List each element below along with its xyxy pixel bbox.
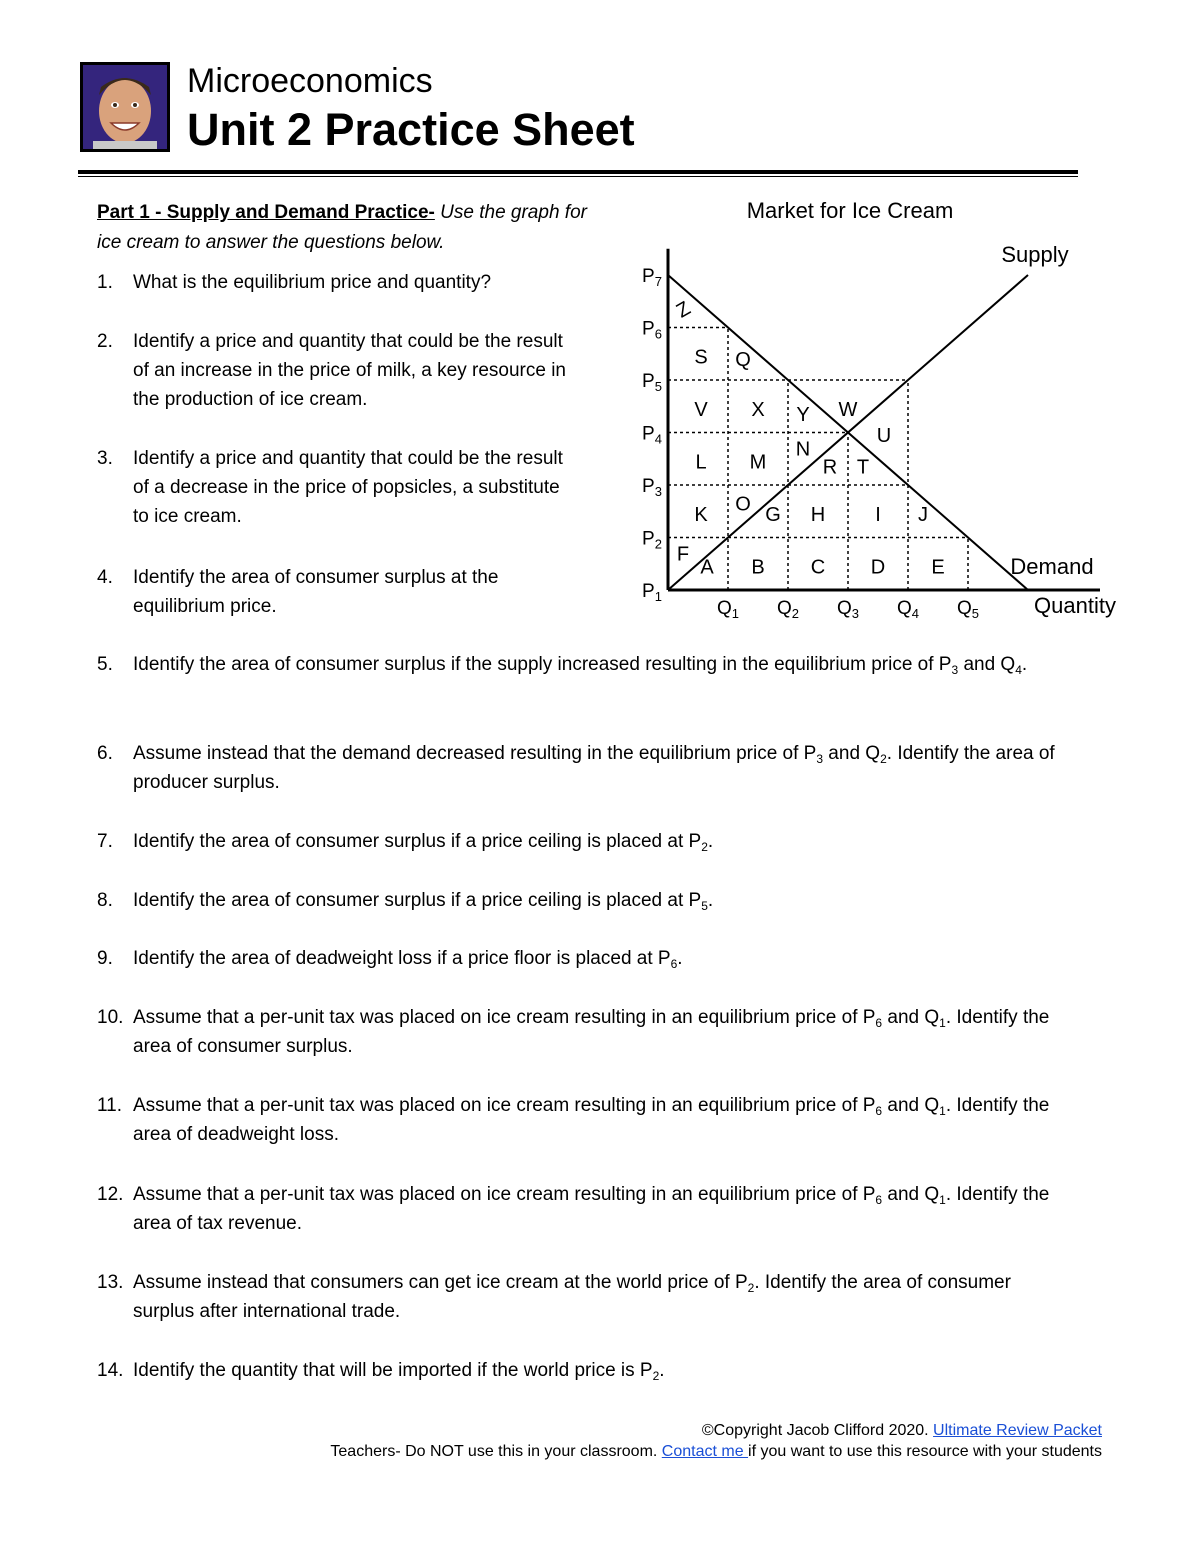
- question-number: 4.: [97, 567, 113, 588]
- region-label-n: N: [795, 438, 811, 461]
- question-text-part: and Q: [823, 743, 881, 764]
- teacher-notice: Teachers- Do NOT use this in your classroom.: [330, 1443, 662, 1460]
- question-number: 14.: [97, 1360, 124, 1381]
- question-text-part: . Identify the area of consumer surplus after international trade.: [133, 1272, 1011, 1322]
- header-divider-thin: [78, 176, 1078, 177]
- x-tick-label: $Q_2$: [776, 598, 800, 621]
- region-label-x: X: [751, 398, 765, 421]
- subscript: 1: [939, 1193, 946, 1207]
- question-6: [97, 739, 1077, 797]
- question-text: [133, 1003, 1077, 1061]
- question-3: [97, 444, 577, 531]
- ultimate-review-packet-link[interactable]: Ultimate Review Packet: [933, 1422, 1102, 1439]
- question-1: [97, 268, 577, 297]
- y-tick-label: $P_5$: [642, 371, 662, 394]
- region-label-z: Z: [672, 297, 695, 323]
- region-label-w: W: [838, 398, 858, 421]
- y-tick-label: $P_7$: [642, 266, 662, 289]
- question-text-part: . Identify the area of consumer surplus.: [133, 1007, 1050, 1057]
- y-tick-label: $P_4$: [642, 423, 662, 447]
- question-text-part: .: [677, 948, 683, 969]
- header-divider: [78, 170, 1078, 174]
- question-number: 10.: [97, 1007, 124, 1028]
- y-tick-label: $P_3$: [642, 476, 662, 499]
- question-text-part: and Q: [882, 1184, 940, 1205]
- question-number: 12.: [97, 1184, 124, 1205]
- question-text-part: Identify the area of consumer surplus if the supply increased resulting in the equilibrium price of P: [133, 654, 952, 675]
- question-text: [133, 1180, 1077, 1238]
- question-text-part: Identify the area of deadweight loss if a price floor is placed at P: [133, 948, 671, 969]
- subscript: 6: [875, 1193, 883, 1207]
- question-text-part: Identify the area of consumer surplus at the equilibrium price.: [133, 567, 499, 617]
- question-text: [133, 327, 577, 414]
- footer: [330, 1420, 1102, 1462]
- region-label-o: O: [735, 493, 751, 516]
- question-number: 6.: [97, 743, 113, 764]
- x-axis-label: Quantity: [1034, 593, 1116, 618]
- question-text-part: .: [707, 831, 714, 852]
- question-text-part: . Identify the area of producer surplus.: [133, 743, 1055, 793]
- part1-heading: Part 1 - Supply and Demand Practice-: [97, 202, 435, 223]
- question-text-part: Assume instead that consumers can get ice cream at the world price of P: [133, 1272, 748, 1293]
- chart-title: Market for Ice Cream: [746, 198, 954, 223]
- region-label-k: K: [694, 503, 708, 526]
- question-text-part: Assume that a per-unit tax was placed on ice cream resulting in an equilibrium price of P: [133, 1095, 876, 1116]
- question-text: [133, 1356, 1077, 1385]
- region-label-u: U: [876, 425, 892, 448]
- subscript: 1: [939, 1016, 946, 1030]
- region-label-r: R: [822, 456, 838, 479]
- question-number: 13.: [97, 1272, 124, 1293]
- footer-line-1: [330, 1420, 1102, 1441]
- subscript: 6: [670, 957, 678, 971]
- question-7: [97, 827, 1077, 856]
- question-text: [133, 886, 1077, 915]
- region-label-c: C: [810, 556, 826, 579]
- region-label-d: D: [870, 556, 886, 579]
- question-text-part: Identify the area of consumer surplus if a price ceiling is placed at P: [133, 831, 702, 852]
- question-number: 5.: [97, 654, 113, 675]
- region-label-v: V: [694, 398, 708, 421]
- question-12: [97, 1180, 1077, 1238]
- question-text-part: Identify a price and quantity that could be the result of an increase in the price of milk, a key resource in the production of ice cream.: [133, 331, 566, 410]
- region-label-b: B: [751, 556, 765, 579]
- question-number: 11.: [97, 1095, 123, 1116]
- question-number: 7.: [97, 831, 113, 852]
- subscript: 2: [652, 1369, 660, 1383]
- subscript: 2: [747, 1281, 755, 1295]
- question-text-part: Identify the area of consumer surplus if a price ceiling is placed at P: [133, 890, 702, 911]
- footer-line-2: [330, 1441, 1102, 1462]
- region-label-l: L: [695, 451, 707, 474]
- author-avatar: [80, 62, 170, 152]
- question-text-part: Assume instead that the demand decreased resulting in the equilibrium price of P: [133, 743, 817, 764]
- ice-cream-market-chart: [630, 190, 1130, 630]
- question-text: [133, 1091, 1077, 1149]
- contact-me-link[interactable]: Contact me: [661, 1443, 749, 1460]
- y-tick-label: $P_2$: [642, 528, 662, 552]
- question-14: [97, 1356, 1077, 1385]
- question-number: 2.: [97, 331, 113, 352]
- question-text: [133, 650, 1077, 679]
- copyright-text: ©Copyright Jacob Clifford 2020.: [701, 1422, 934, 1439]
- question-text: [133, 1268, 1077, 1326]
- question-text-part: .: [707, 890, 714, 911]
- region-label-f: F: [676, 543, 690, 566]
- subscript: 4: [1015, 663, 1022, 677]
- question-number: 8.: [97, 890, 113, 911]
- subscript: 1: [939, 1104, 946, 1118]
- teacher-notice-end: if you want to use this resource with your students: [748, 1443, 1102, 1460]
- region-label-e: E: [931, 556, 945, 579]
- question-text-part: . Identify the area of deadweight loss.: [133, 1095, 1050, 1145]
- region-label-q: Q: [735, 349, 751, 371]
- question-text: [133, 739, 1077, 797]
- region-label-s: S: [694, 346, 708, 369]
- question-8: [97, 886, 1077, 915]
- question-11: [97, 1091, 1077, 1149]
- avatar-portrait-icon: [83, 65, 167, 149]
- question-text-part: .: [1021, 654, 1028, 675]
- question-number: 3.: [97, 448, 113, 469]
- region-label-i: I: [875, 503, 881, 526]
- subscript: 2: [880, 752, 887, 766]
- question-text-part: and Q: [882, 1095, 940, 1116]
- question-text-part: and Q: [882, 1007, 940, 1028]
- question-text: [133, 563, 577, 621]
- region-label-t: T: [856, 456, 870, 479]
- question-2: [97, 327, 577, 414]
- region-label-g: G: [765, 503, 781, 526]
- question-4: [97, 563, 577, 621]
- question-10: [97, 1003, 1077, 1061]
- question-text-part: Identify a price and quantity that could be the result of a decrease in the price of popsicles, a substitute to ice cream.: [133, 448, 563, 527]
- question-9: [97, 944, 1077, 973]
- x-tick-label: $Q_4$: [896, 598, 920, 621]
- question-5: [97, 650, 1077, 679]
- question-text-part: . Identify the area of tax revenue.: [133, 1184, 1050, 1234]
- question-text-part: .: [659, 1360, 665, 1381]
- subscript: 2: [701, 840, 708, 854]
- question-text-part: What is the equilibrium price and quantity?: [133, 272, 492, 293]
- question-text-part: Assume that a per-unit tax was placed on ice cream resulting in an equilibrium price of P: [133, 1184, 876, 1205]
- x-tick-label: $Q_3$: [836, 598, 860, 621]
- region-label-y: Y: [796, 404, 810, 427]
- x-tick-label: $Q_5$: [956, 598, 980, 621]
- question-text: [133, 268, 577, 297]
- y-tick-label: $P_6$: [642, 318, 662, 342]
- region-label-h: H: [810, 503, 826, 526]
- part1-instruction: Use the graph for ice cream to answer the questions below.: [97, 202, 587, 253]
- question-text: [133, 827, 1077, 856]
- subscript: 5: [701, 899, 708, 913]
- question-text: [133, 944, 1077, 973]
- region-label-a: A: [700, 556, 714, 579]
- supply-label: Supply: [1001, 242, 1069, 267]
- question-text-part: and Q: [958, 654, 1016, 675]
- subscript: 6: [875, 1016, 883, 1030]
- question-number: 9.: [97, 948, 113, 969]
- subscript: 6: [875, 1104, 883, 1118]
- region-label-j: J: [918, 503, 928, 526]
- y-tick-label: $P_1$: [642, 581, 662, 604]
- question-13: [97, 1268, 1077, 1326]
- demand-label: Demand: [1010, 554, 1094, 579]
- part1-intro: [97, 198, 597, 258]
- x-tick-label: $Q_1$: [716, 598, 740, 621]
- subscript: 3: [816, 752, 824, 766]
- question-number: 1.: [97, 272, 113, 293]
- region-label-m: M: [749, 451, 767, 474]
- subscript: 3: [951, 663, 959, 677]
- question-text-part: Assume that a per-unit tax was placed on ice cream resulting in an equilibrium price of P: [133, 1007, 876, 1028]
- course-name: Microeconomics: [187, 62, 433, 100]
- question-text-part: Identify the quantity that will be imported if the world price is P: [133, 1360, 653, 1381]
- page-title: Unit 2 Practice Sheet: [187, 104, 635, 155]
- question-text: [133, 444, 577, 531]
